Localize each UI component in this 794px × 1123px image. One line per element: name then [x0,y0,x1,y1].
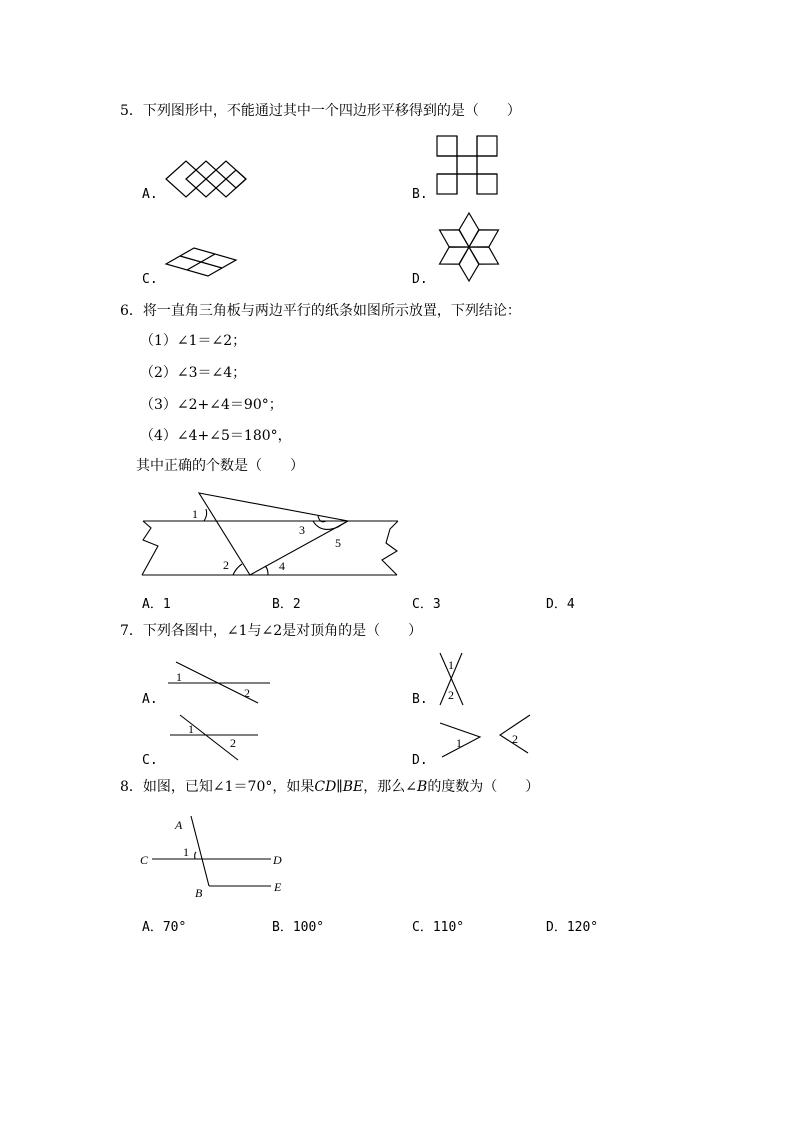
q6-option-a[interactable]: A．1 [142,597,171,612]
q7-option-b-label[interactable]: B. [412,692,428,707]
q8-option-c[interactable]: C．110° [412,920,465,935]
q6-label-2: 2 [223,558,229,572]
q7-figure-d [438,713,532,759]
q7-option-c-label[interactable]: C. [142,753,158,768]
q6-statement-4: （4）∠4+∠5＝180°， [140,428,292,444]
q6-label-1: 1 [192,507,198,521]
q8-label-B: B [195,886,203,900]
q6-prompt: 其中正确的个数是（ ） [136,458,304,474]
q7-figure-c [166,713,270,763]
q8-stem [120,778,539,796]
q7d-label-2: 2 [512,732,518,746]
q7-option-d-label[interactable]: D. [412,753,428,768]
q5-option-a-label[interactable]: A. [142,187,158,202]
q7c-label-1: 1 [188,722,194,736]
q8-option-d[interactable]: D．120° [546,920,599,935]
q8-stem-var: B [417,779,428,795]
q5-figure-c [164,246,238,280]
q5-option-d-label[interactable]: D. [412,272,428,287]
q7b-label-2: 2 [448,688,454,702]
q6-statement-3: （3）∠2+∠4＝90°； [140,397,283,413]
q8-stem-math: CD∥BE [314,779,364,795]
q8-label-D: D [273,853,282,867]
q7-option-a-label[interactable]: A. [142,692,158,707]
q6-label-3: 3 [299,523,305,537]
q8-figure [138,812,298,902]
q5-option-c-label[interactable]: C. [142,272,158,287]
q7a-label-2: 2 [244,686,250,700]
q8-label-1: 1 [183,845,189,859]
q5-figure-a [162,159,252,199]
q8-stem-mid: ，那么∠ [363,779,418,795]
q7a-label-1: 1 [176,670,182,684]
q8-stem-prefix: 8．如图，已知∠1＝70°，如果 [120,779,315,795]
q6-label-5: 5 [335,536,341,550]
q5-option-b-label[interactable]: B. [412,187,428,202]
q5-figure-b [434,133,500,197]
q7-figure-a [164,659,274,705]
q7c-label-2: 2 [230,736,236,750]
q6-statement-1: （1）∠1＝∠2； [140,333,247,349]
q8-option-b[interactable]: B．100° [272,920,325,935]
q6-figure [138,488,408,584]
q5-figure-d [436,210,502,284]
q8-stem-suffix: 的度数为（ ） [427,779,540,795]
q6-option-c[interactable]: C．3 [412,597,441,612]
q8-label-E: E [274,880,282,894]
q7d-label-1: 1 [456,736,462,750]
q5-stem: 5．下列图形中，不能通过其中一个四边形平移得到的是（ ） [120,103,521,119]
q7-stem: 7．下列各图中，∠1与∠2是对顶角的是（ ） [120,623,423,639]
q8-label-A: A [175,818,183,832]
q7b-label-1: 1 [448,658,454,672]
q8-label-C: C [140,853,149,867]
q8-option-a[interactable]: A．70° [142,920,187,935]
q6-option-d[interactable]: D．4 [546,597,575,612]
q6-label-4: 4 [279,559,285,573]
q6-option-b[interactable]: B．2 [272,597,301,612]
q6-statement-2: （2）∠3＝∠4； [140,365,247,381]
q6-stem: 6．将一直角三角板与两边平行的纸条如图所示放置，下列结论： [120,303,521,319]
q7-figure-b [432,651,472,707]
